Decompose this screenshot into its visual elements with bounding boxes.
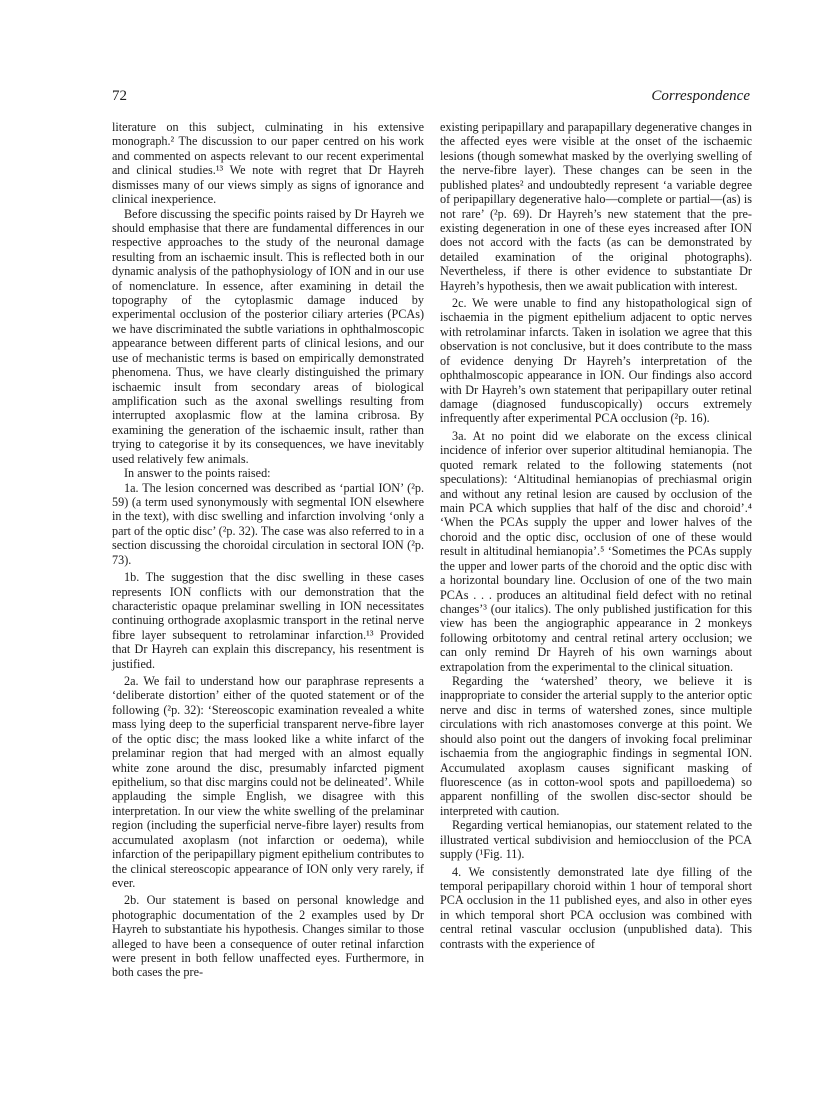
paragraph: 1a. The lesion concerned was described as ‘partial ION’ (²p. 59) (a term used synonymously with segmental ION elsewhere in the text), with disc swelling and infarction involving ‘only a part of the optic disc’ (²p. 32). The case was also referred to in a section discussing the choroidal circulation in sectoral ION (²p. 73). — [112, 480, 424, 567]
paragraph: Regarding vertical hemianopias, our statement related to the illustrated vertical subdivision and hemiocclusion of the PCA supply (¹Fig. 11). — [440, 818, 752, 862]
right-column — [440, 120, 752, 951]
paragraph: In answer to the points raised: — [124, 466, 271, 481]
paragraph: 3a. At no point did we elaborate on the excess clinical incidence of inferior over superior altitudinal hemianopia. The quoted remark related to the following statements (not speculations): ‘Altitudinal hemianopias of prechiasmal origin and without any retinal lesion are caused by occlusion of the main PCA which supplies that half of the disc and choroid’.⁴ ‘When the PCAs supply the upper and lower halves of the choroid and the optic disc, occlusion of one of these would result in altitudinal hemianopia’.⁵ ‘Sometimes the PCAs supply the upper and lower parts of the choroid and the optic disc with a horizontal boundary line. Occlusion of one of the two main PCAs . . . produces an altitudinal field defect with no retinal changes’³ (our italics). The only published justification for this view has been the angiographic appearance in 2 monkeys following orbitotomy and central retinal artery occlusion; we can only remind Dr Hayreh of his own warnings about extrapolation from the experimental to the clinical situation. — [440, 428, 752, 674]
paragraph: 1b. The suggestion that the disc swelling in these cases represents ION conflicts with our demonstration that the characteristic opaque prelaminar swelling in ION necessitates continuing orthograde axoplasmic transport in the retinal nerve fibre layer subsequent to retrolaminar infarction.¹³ Provided that Dr Hayreh can explain this discrepancy, his resentment is justified. — [112, 570, 424, 671]
paragraph: Regarding the ‘watershed’ theory, we believe it is inappropriate to consider the arterial supply to the anterior optic nerve and disc in terms of watershed zones, since multiple circulations with rich anastomoses converge at this point. We should also point out the dangers of invoking focal preliminar ischaemia from the angiographic findings in segmental ION. Accumulated axoplasm causes significant masking of fluorescence (as in cotton-wool spots and papilloedema) so apparent nonfilling of the swollen disc-sector should be interpreted with caution. — [440, 674, 752, 818]
paragraph: literature on this subject, culminating in his extensive monograph.² The discussion to our paper centred on his work and commented on aspects relevant to our recent experimental and clinical studies.¹³ We note with regret that Dr Hayreh dismisses many of our views simply as signs of ignorance and clinical inexperience. — [112, 120, 424, 207]
running-head: Correspondence — [651, 88, 750, 104]
paragraph: existing peripapillary and parapapillary degenerative changes in the affected eyes were visible at the onset of the ischaemic lesions (though somewhat masked by the overlying swelling of the nerve-fibre layer). These changes can be seen in the published plates² and undoubtedly represent ‘a variable degree of peripapillary degenerative halo—complete or partial—(as) is not rare’ (²p. 69). Dr Hayreh’s new statement that the pre-existing degeneration in one of these eyes increased after ION does not accord with the facts (as can be demonstrated by detailed examination of the original photographs). Nevertheless, if there is other evidence to substantiate Dr Hayreh’s hypothesis, then we await publication with interest. — [440, 120, 753, 293]
paragraph: 2a. We fail to understand how our paraphrase represents a ‘deliberate distortion’ either of the quoted statement or of the following (²p. 32): ‘Stereoscopic examination revealed a white mass lying deep to the superficial transparent nerve-fibre layer of the optic disc; the mass looked like a white infarct of the prelaminar region that had merged with an almost equally white zone around the disc, presumably infarcted pigment epithelium, so that disc margins could not be delineated’. While applauding the simple English, we disagree with this interpretation. In our view the white swelling of the prelaminar region (including the superficial nerve-fibre layer) results from accumulated axoplasm (not infarction or oedema), while infarction of the peripapillary pigment epithelium contributes to the clinical stereoscopic appearance of ION only very rarely, if ever. — [112, 674, 424, 890]
paragraph: 2c. We were unable to find any histopathological sign of ischaemia in the pigment epithelium adjacent to optic nerves with retrolaminar infarcts. Taken in isolation we agree that this observation is not conclusive, but it does contribute to the mass of evidence denying Dr Hayreh’s interpretation of the ophthalmoscopic appearance in ION. Our findings also accord with Dr Hayreh’s own statement that peripapillary outer retinal damage (diagnosed funduscopically) occurs extremely infrequently after experimental PCA occlusion (²p. 16). — [440, 296, 752, 426]
paragraph: 2b. Our statement is based on personal knowledge and photographic documentation of the 2 examples used by Dr Hayreh to substantiate his hypothesis. Changes similar to those alleged to have been a consequence of outer retinal infarction were present in both fellow unaffected eyes. Furthermore, in both cases the pre- — [112, 893, 424, 980]
left-column — [112, 120, 424, 980]
page-header — [112, 88, 750, 110]
paragraph: Before discussing the specific points raised by Dr Hayreh we should emphasise that there are fundamental differences in our respective approaches to the study of the neuronal damage resulting from an ischaemic insult. This is reflected both in our dynamic analysis of the pathophysiology of ION and in our use of nomenclature. In essence, after examining in detail the topography of the cytoplasmic damage induced by experimental occlusion of the posterior ciliary arteries (PCAs) we have discriminated the subtle variations in ophthalmoscopic appearance between different parts of clinical lesions, and our use of mechanistic terms is based on empirically demonstrated phenomena. Thus, we have clearly distinguished the primary ischaemic insult from secondary areas of biological amplification such as the axonal swellings resulting from interrupted axoplasmic flow at the lamina cribrosa. By examining the generation of the ischaemic insult, rather than trying to categorise it by its consequences, we have inevitably used relatively few animals. — [112, 206, 424, 466]
paragraph: 4. We consistently demonstrated late dye filling of the temporal peripapillary choroid within 1 hour of temporal short PCA occlusion in the 11 published eyes, and also in other eyes in which temporal short PCA occlusion was combined with central retinal vascular occlusion (unpublished data). This contrasts with the experience of — [440, 864, 752, 951]
page-number: 72 — [112, 88, 127, 104]
